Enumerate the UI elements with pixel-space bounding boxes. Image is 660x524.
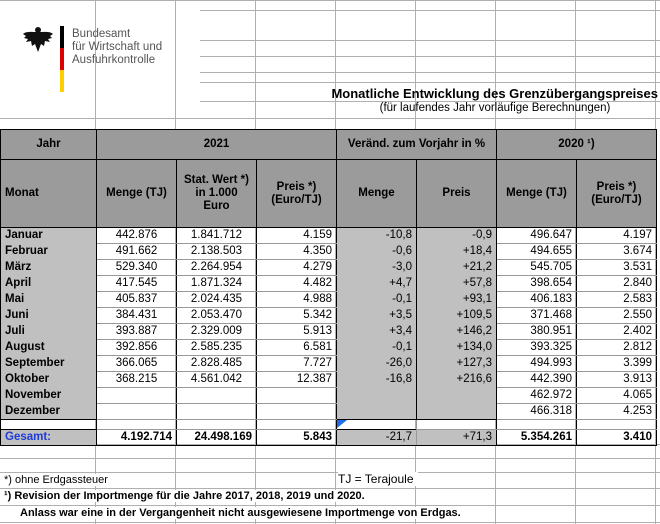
menge20-cell: 406.183 <box>497 292 577 308</box>
table-row <box>1 372 657 388</box>
preis20-cell: 2.550 <box>577 308 657 324</box>
wert-cell: 2.585.235 <box>177 340 257 356</box>
wert-cell: 4.561.042 <box>177 372 257 388</box>
spacer-cell <box>497 420 577 430</box>
col-menge-2021: Menge (TJ) <box>97 160 177 228</box>
month-cell: Oktober <box>1 372 97 388</box>
preis20-cell: 2.840 <box>577 276 657 292</box>
table-row <box>1 356 657 372</box>
wert-cell: 1.841.712 <box>177 228 257 244</box>
preis-cell: 4.988 <box>257 292 337 308</box>
wert-cell <box>177 404 257 420</box>
d-menge-cell: -0,6 <box>337 244 417 260</box>
menge-cell: 366.065 <box>97 356 177 372</box>
d-menge-cell: -3,0 <box>337 260 417 276</box>
col-preis-change: Preis <box>417 160 497 228</box>
menge20-cell: 371.468 <box>497 308 577 324</box>
header-2021: 2021 <box>97 130 337 160</box>
col-stat-wert: Stat. Wert *) in 1.000 Euro <box>177 160 257 228</box>
menge-cell: 417.545 <box>97 276 177 292</box>
month-cell: März <box>1 260 97 276</box>
total-row <box>1 430 657 446</box>
table-row <box>1 292 657 308</box>
org-line-3: Ausfuhrkontrolle <box>72 54 156 66</box>
header-change: Veränd. zum Vorjahr in % <box>337 130 497 160</box>
grid-line <box>0 472 660 473</box>
group-header-row <box>1 130 657 160</box>
d-menge-cell: +4,7 <box>337 276 417 292</box>
wert-cell: 2.329.009 <box>177 324 257 340</box>
grid-line <box>0 488 660 489</box>
table-row <box>1 260 657 276</box>
d-menge-cell: +3,4 <box>337 324 417 340</box>
menge20-cell: 442.390 <box>497 372 577 388</box>
total-d-preis: +71,3 <box>417 430 497 446</box>
month-cell: Januar <box>1 228 97 244</box>
d-preis-cell <box>417 388 497 404</box>
federal-eagle-icon <box>22 26 54 52</box>
preis-cell <box>257 404 337 420</box>
header-jahr: Jahr <box>1 130 97 160</box>
preis20-cell: 4.253 <box>577 404 657 420</box>
d-menge-cell <box>337 404 417 420</box>
total-label: Gesamt: <box>1 430 97 446</box>
footnote-revision: ¹) Revision der Importmenge für die Jahre 2017, 2018, 2019 und 2020. <box>4 490 369 502</box>
wert-cell: 2.024.435 <box>177 292 257 308</box>
table-row <box>1 276 657 292</box>
menge20-cell: 494.993 <box>497 356 577 372</box>
grid-line <box>0 458 660 459</box>
table-row <box>1 228 657 244</box>
menge-cell: 392.856 <box>97 340 177 356</box>
preis20-cell: 2.583 <box>577 292 657 308</box>
preis-cell: 12.387 <box>257 372 337 388</box>
menge20-cell: 466.318 <box>497 404 577 420</box>
menge-cell: 442.876 <box>97 228 177 244</box>
table-row <box>1 404 657 420</box>
menge-cell <box>97 388 177 404</box>
wert-cell: 2.138.503 <box>177 244 257 260</box>
preis-cell: 6.581 <box>257 340 337 356</box>
page-subtitle: (für laufendes Jahr vorläufige Berechnungen) <box>379 102 611 114</box>
grid-line <box>0 522 660 523</box>
footnote-reason: Anlass war eine in der Vergangenheit nicht ausgewiesene Importmenge von Erdgas. <box>20 507 465 519</box>
menge-cell: 491.662 <box>97 244 177 260</box>
d-preis-cell: +18,4 <box>417 244 497 260</box>
d-menge-cell: -0,1 <box>337 292 417 308</box>
col-monat: Monat <box>1 160 97 228</box>
col-menge-change: Menge <box>337 160 417 228</box>
spacer-cell <box>257 420 337 430</box>
d-menge-cell: -26,0 <box>337 356 417 372</box>
total-menge: 4.192.714 <box>97 430 177 446</box>
wert-cell: 2.828.485 <box>177 356 257 372</box>
month-cell: Februar <box>1 244 97 260</box>
org-line-1: Bundesamt <box>72 28 131 40</box>
d-preis-cell <box>417 404 497 420</box>
table-row <box>1 324 657 340</box>
wert-cell: 2.053.470 <box>177 308 257 324</box>
table-row <box>1 340 657 356</box>
german-flag-bar <box>60 26 64 92</box>
bafa-logo <box>22 22 202 94</box>
wert-cell: 2.264.954 <box>177 260 257 276</box>
column-header-row <box>1 160 657 228</box>
d-preis-cell: +57,8 <box>417 276 497 292</box>
col-preis-2021: Preis *) (Euro/TJ) <box>257 160 337 228</box>
table-row <box>1 308 657 324</box>
preis20-cell: 3.674 <box>577 244 657 260</box>
d-menge-cell: -10,8 <box>337 228 417 244</box>
preis20-cell: 2.812 <box>577 340 657 356</box>
preis-cell: 4.159 <box>257 228 337 244</box>
spacer-cell <box>1 420 97 430</box>
grid-line <box>200 56 660 57</box>
month-cell: April <box>1 276 97 292</box>
menge20-cell: 398.654 <box>497 276 577 292</box>
month-cell: August <box>1 340 97 356</box>
wert-cell <box>177 388 257 404</box>
month-cell: Juli <box>1 324 97 340</box>
total-d-menge: -21,7 <box>337 430 417 446</box>
preis-cell: 5.913 <box>257 324 337 340</box>
table-row <box>1 244 657 260</box>
menge-cell <box>97 404 177 420</box>
header-2020: 2020 ¹) <box>497 130 657 160</box>
menge-cell: 529.340 <box>97 260 177 276</box>
org-name <box>72 28 162 67</box>
footnote-star: *) ohne Erdgassteuer <box>4 474 112 486</box>
comment-cell[interactable] <box>337 420 417 430</box>
d-preis-cell: -0,9 <box>417 228 497 244</box>
d-menge-cell <box>337 388 417 404</box>
menge-cell: 405.837 <box>97 292 177 308</box>
col-preis-2020: Preis *) (Euro/TJ) <box>577 160 657 228</box>
total-preis: 5.843 <box>257 430 337 446</box>
wert-cell: 1.871.324 <box>177 276 257 292</box>
org-line-2: für Wirtschaft und <box>72 41 163 53</box>
total-wert: 24.498.169 <box>177 430 257 446</box>
d-preis-cell: +127,3 <box>417 356 497 372</box>
menge20-cell: 494.655 <box>497 244 577 260</box>
spacer-cell <box>577 420 657 430</box>
d-menge-cell: -16,8 <box>337 372 417 388</box>
price-table <box>0 129 657 446</box>
grid-line <box>200 10 660 11</box>
grid-line <box>200 40 660 41</box>
menge-cell: 368.215 <box>97 372 177 388</box>
month-cell: Dezember <box>1 404 97 420</box>
comment-indicator-icon <box>337 420 347 428</box>
col-menge-2020: Menge (TJ) <box>497 160 577 228</box>
month-cell: September <box>1 356 97 372</box>
grid-line <box>0 118 660 119</box>
preis20-cell: 3.913 <box>577 372 657 388</box>
preis-cell: 4.279 <box>257 260 337 276</box>
preis20-cell: 3.531 <box>577 260 657 276</box>
spacer-cell <box>177 420 257 430</box>
preis20-cell: 3.399 <box>577 356 657 372</box>
preis20-cell: 2.402 <box>577 324 657 340</box>
d-menge-cell: -0,1 <box>337 340 417 356</box>
d-preis-cell: +109,5 <box>417 308 497 324</box>
d-preis-cell: +146,2 <box>417 324 497 340</box>
grid-line <box>0 505 660 506</box>
preis-cell: 4.350 <box>257 244 337 260</box>
month-cell: November <box>1 388 97 404</box>
total-preis-2020: 3.410 <box>577 430 657 446</box>
page-title: Monatliche Entwicklung des Grenzübergangspreises <box>331 86 658 101</box>
preis-cell: 4.482 <box>257 276 337 292</box>
grid-line <box>200 82 660 83</box>
preis20-cell: 4.065 <box>577 388 657 404</box>
menge20-cell: 496.647 <box>497 228 577 244</box>
menge20-cell: 462.972 <box>497 388 577 404</box>
d-preis-cell: +93,1 <box>417 292 497 308</box>
grid-line <box>200 72 660 73</box>
d-preis-cell: +134,0 <box>417 340 497 356</box>
spacer-cell <box>97 420 177 430</box>
month-cell: Mai <box>1 292 97 308</box>
spacer-cell <box>417 420 497 430</box>
menge20-cell: 393.325 <box>497 340 577 356</box>
month-cell: Juni <box>1 308 97 324</box>
d-menge-cell: +3,5 <box>337 308 417 324</box>
menge-cell: 384.431 <box>97 308 177 324</box>
footnote-tj: TJ = Terajoule <box>338 472 418 486</box>
menge-cell: 393.887 <box>97 324 177 340</box>
preis-cell: 7.727 <box>257 356 337 372</box>
d-preis-cell: +216,6 <box>417 372 497 388</box>
grid-line <box>0 0 660 1</box>
d-preis-cell: +21,2 <box>417 260 497 276</box>
spacer-row <box>1 420 657 430</box>
preis-cell <box>257 388 337 404</box>
menge20-cell: 380.951 <box>497 324 577 340</box>
table-row <box>1 388 657 404</box>
preis20-cell: 4.197 <box>577 228 657 244</box>
total-menge-2020: 5.354.261 <box>497 430 577 446</box>
preis-cell: 5.342 <box>257 308 337 324</box>
menge20-cell: 545.705 <box>497 260 577 276</box>
